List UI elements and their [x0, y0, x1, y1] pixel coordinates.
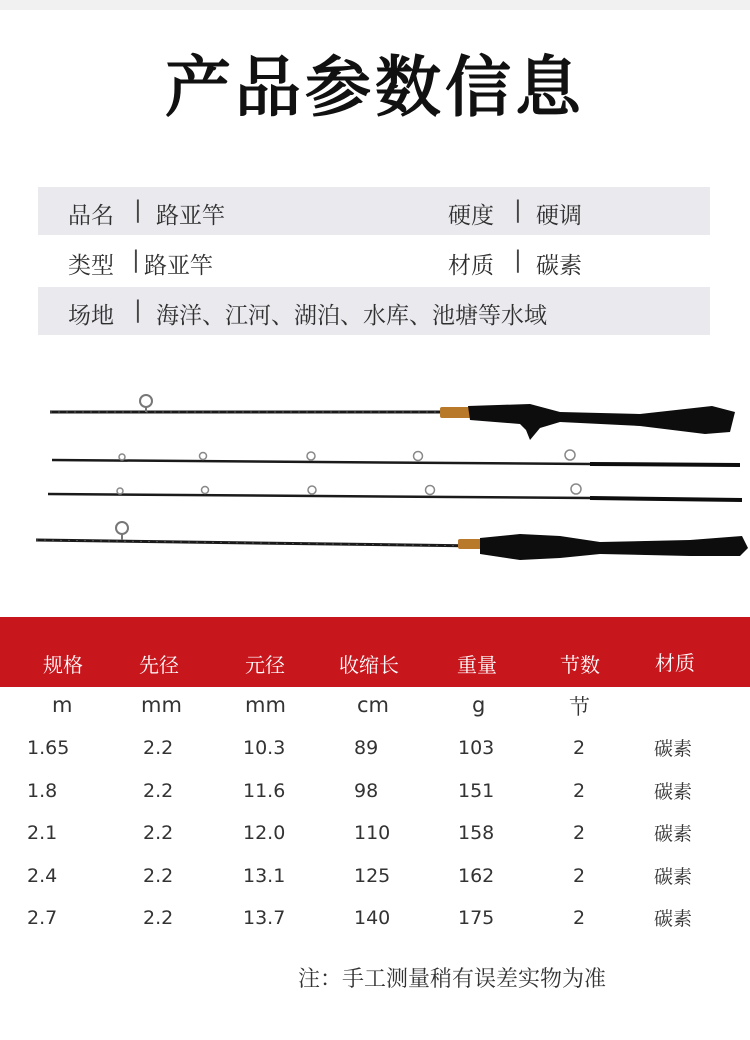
separator: |: [134, 197, 142, 223]
separator: |: [514, 197, 522, 223]
cell-material: 碳素: [654, 823, 693, 845]
rod-tip-section-1: [52, 450, 740, 465]
cell-sections: 2: [573, 822, 586, 844]
venue-label: 场地: [68, 303, 114, 329]
header-closed-length: 收缩长: [339, 653, 399, 677]
venue-value: 海洋、江河、湖泊、水库、池塘等水域: [156, 303, 547, 329]
cell-weight: 158: [458, 822, 495, 844]
page-title: 产品参数信息: [165, 49, 585, 126]
cell-sections: 2: [573, 780, 586, 802]
cell-closed-length: 125: [354, 865, 391, 887]
type-label: 类型: [68, 253, 114, 279]
cell-weight: 175: [458, 907, 495, 929]
separator: |: [514, 247, 522, 273]
header-butt-diameter: 元径: [245, 653, 285, 677]
cell-material: 碳素: [654, 781, 693, 803]
cell-spec: 2.1: [27, 822, 58, 844]
header-tip-diameter: 先径: [139, 653, 179, 677]
cell-butt-diameter: 13.7: [243, 907, 286, 929]
cell-spec: 2.4: [27, 865, 58, 887]
unit-butt-diameter: mm: [245, 693, 286, 717]
rod-butt-section-1: [50, 395, 735, 440]
cell-tip-diameter: 2.2: [143, 737, 174, 759]
cell-butt-diameter: 13.1: [243, 865, 286, 887]
material-label: 材质: [448, 253, 494, 279]
unit-spec: m: [52, 693, 73, 717]
cell-sections: 2: [573, 865, 586, 887]
cell-closed-length: 98: [354, 780, 379, 802]
separator: |: [134, 297, 142, 323]
rod-butt-section-2: [36, 522, 748, 560]
cell-weight: 162: [458, 865, 495, 887]
table-header: [0, 617, 750, 687]
cell-closed-length: 140: [354, 907, 391, 929]
info-row-type-material: [38, 237, 710, 285]
header-weight: 重量: [457, 653, 497, 677]
cell-tip-diameter: 2.2: [143, 822, 174, 844]
cell-tip-diameter: 2.2: [143, 907, 174, 929]
unit-weight: g: [472, 693, 486, 717]
top-strip: [0, 0, 750, 10]
cell-closed-length: 110: [354, 822, 391, 844]
cell-material: 碳素: [654, 738, 693, 760]
cell-spec: 2.7: [27, 907, 58, 929]
header-material: 材质: [655, 651, 695, 675]
cell-closed-length: 89: [354, 737, 379, 759]
cell-material: 碳素: [654, 908, 693, 930]
unit-sections: 节: [569, 695, 590, 719]
cell-butt-diameter: 12.0: [243, 822, 286, 844]
cell-spec: 1.8: [27, 780, 58, 802]
cell-butt-diameter: 11.6: [243, 780, 286, 802]
header-sections: 节数: [560, 653, 600, 677]
cell-weight: 151: [458, 780, 495, 802]
cell-butt-diameter: 10.3: [243, 737, 286, 759]
name-value: 路亚竿: [156, 203, 225, 229]
separator: |: [132, 247, 140, 273]
fishing-rods-image: [0, 370, 750, 570]
header-spec: 规格: [43, 653, 83, 677]
type-value: 路亚竿: [144, 253, 213, 279]
cell-spec: 1.65: [27, 737, 70, 759]
unit-closed-length: cm: [357, 693, 390, 717]
name-label: 品名: [68, 203, 114, 229]
measurement-note: 注：手工测量稍有误差实物为准: [298, 967, 607, 992]
hardness-value: 硬调: [536, 203, 582, 229]
rod-tip-section-2: [48, 484, 742, 500]
cell-sections: 2: [573, 737, 586, 759]
unit-tip-diameter: mm: [141, 693, 182, 717]
cell-sections: 2: [573, 907, 586, 929]
info-row-venue: [38, 287, 710, 335]
material-value: 碳素: [536, 253, 582, 279]
cell-material: 碳素: [654, 866, 693, 888]
hardness-label: 硬度: [448, 203, 494, 229]
info-row-name-hardness: [38, 187, 710, 235]
cell-tip-diameter: 2.2: [143, 780, 174, 802]
cell-weight: 103: [458, 737, 495, 759]
cell-tip-diameter: 2.2: [143, 865, 174, 887]
